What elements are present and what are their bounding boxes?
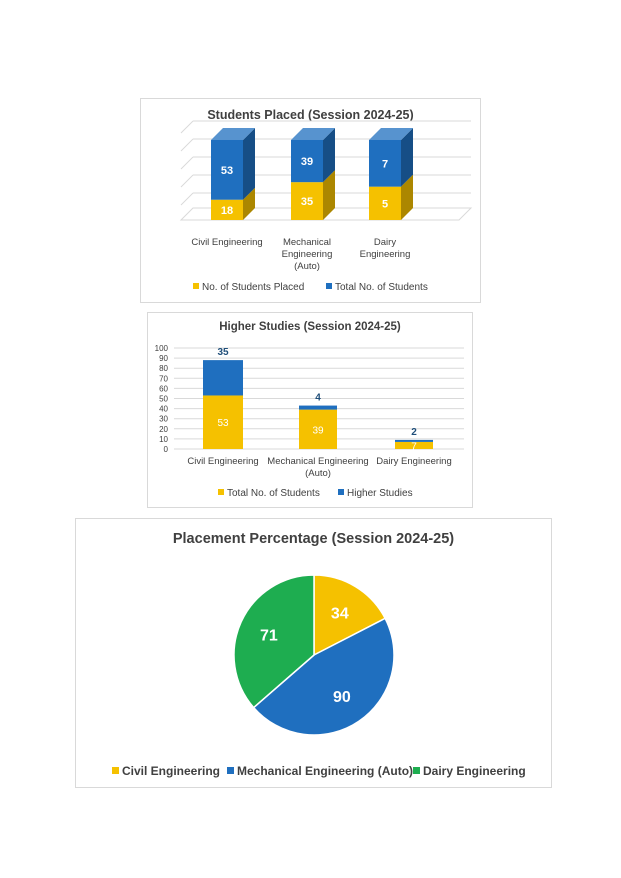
y-tick-label: 10 bbox=[159, 434, 168, 444]
category-label: Engineering bbox=[281, 249, 333, 260]
data-label: 18 bbox=[220, 204, 234, 217]
data-label: 34 bbox=[330, 605, 349, 623]
data-label: 53 bbox=[217, 418, 229, 430]
placement-percentage-chart bbox=[75, 518, 552, 788]
legend-swatch bbox=[413, 767, 420, 774]
legend-swatch bbox=[193, 283, 199, 289]
category-label: Mechanical bbox=[282, 237, 332, 248]
data-label: 35 bbox=[217, 347, 229, 359]
bar-side bbox=[243, 128, 255, 200]
chart-title: Students Placed (Session 2024-25) bbox=[207, 108, 414, 122]
data-label: 2 bbox=[411, 426, 417, 438]
legend-swatch bbox=[326, 283, 332, 289]
legend-label: Dairy Engineering bbox=[423, 764, 526, 778]
y-tick-label: 50 bbox=[159, 394, 168, 404]
category-label: Dairy Engineering bbox=[376, 456, 452, 467]
category-label: Engineering bbox=[359, 249, 411, 260]
gridline bbox=[181, 193, 193, 205]
category-label: Mechanical Engineering bbox=[267, 456, 369, 467]
chart-title: Higher Studies (Session 2024-25) bbox=[219, 321, 401, 333]
bar-segment bbox=[395, 440, 433, 442]
data-label: 4 bbox=[315, 392, 321, 404]
legend-label: Higher Studies bbox=[347, 488, 413, 499]
chart-title: Placement Percentage (Session 2024-25) bbox=[172, 531, 455, 547]
legend-label: Mechanical Engineering (Auto) bbox=[237, 764, 414, 778]
data-label: 53 bbox=[220, 164, 234, 177]
legend-swatch bbox=[338, 489, 344, 495]
y-tick-label: 40 bbox=[159, 404, 168, 414]
legend-swatch bbox=[112, 767, 119, 774]
data-label: 35 bbox=[300, 196, 314, 209]
legend-label: No. of Students Placed bbox=[202, 282, 305, 293]
legend-label: Total No. of Students bbox=[227, 488, 320, 499]
placement-percentage-plot bbox=[76, 519, 553, 789]
students-placed-chart bbox=[140, 98, 481, 303]
data-label: 39 bbox=[312, 425, 324, 437]
legend-label: Civil Engineering bbox=[122, 764, 221, 778]
y-tick-label: 30 bbox=[159, 414, 168, 424]
data-label: 7 bbox=[381, 158, 389, 171]
y-tick-label: 80 bbox=[159, 364, 168, 374]
category-label: Civil Engineering bbox=[191, 237, 263, 248]
legend-label: Total No. of Students bbox=[335, 282, 428, 293]
data-label: 71 bbox=[259, 627, 278, 645]
data-label: 7 bbox=[411, 441, 417, 453]
category-label: (Auto) bbox=[305, 468, 331, 479]
y-tick-label: 100 bbox=[154, 344, 168, 353]
data-label: 5 bbox=[381, 198, 389, 211]
data-label: 90 bbox=[332, 689, 351, 707]
category-label: Dairy bbox=[373, 237, 397, 248]
gridline bbox=[181, 157, 193, 169]
higher-studies-chart bbox=[147, 312, 473, 508]
gridline bbox=[181, 139, 193, 151]
higher-studies-plot bbox=[148, 313, 474, 509]
category-label: Civil Engineering bbox=[187, 456, 259, 467]
gridline bbox=[181, 121, 193, 133]
category-label: (Auto) bbox=[294, 261, 320, 272]
y-tick-label: 20 bbox=[159, 424, 168, 434]
bar-segment bbox=[203, 360, 243, 395]
legend-swatch bbox=[218, 489, 224, 495]
y-tick-label: 0 bbox=[163, 445, 168, 454]
data-label: 39 bbox=[300, 156, 314, 169]
y-tick-label: 60 bbox=[159, 384, 168, 394]
y-tick-label: 70 bbox=[159, 374, 168, 384]
bar-segment bbox=[299, 406, 337, 410]
y-tick-label: 90 bbox=[159, 354, 168, 364]
gridline bbox=[181, 175, 193, 187]
students-placed-plot bbox=[141, 99, 482, 304]
legend-swatch bbox=[227, 767, 234, 774]
